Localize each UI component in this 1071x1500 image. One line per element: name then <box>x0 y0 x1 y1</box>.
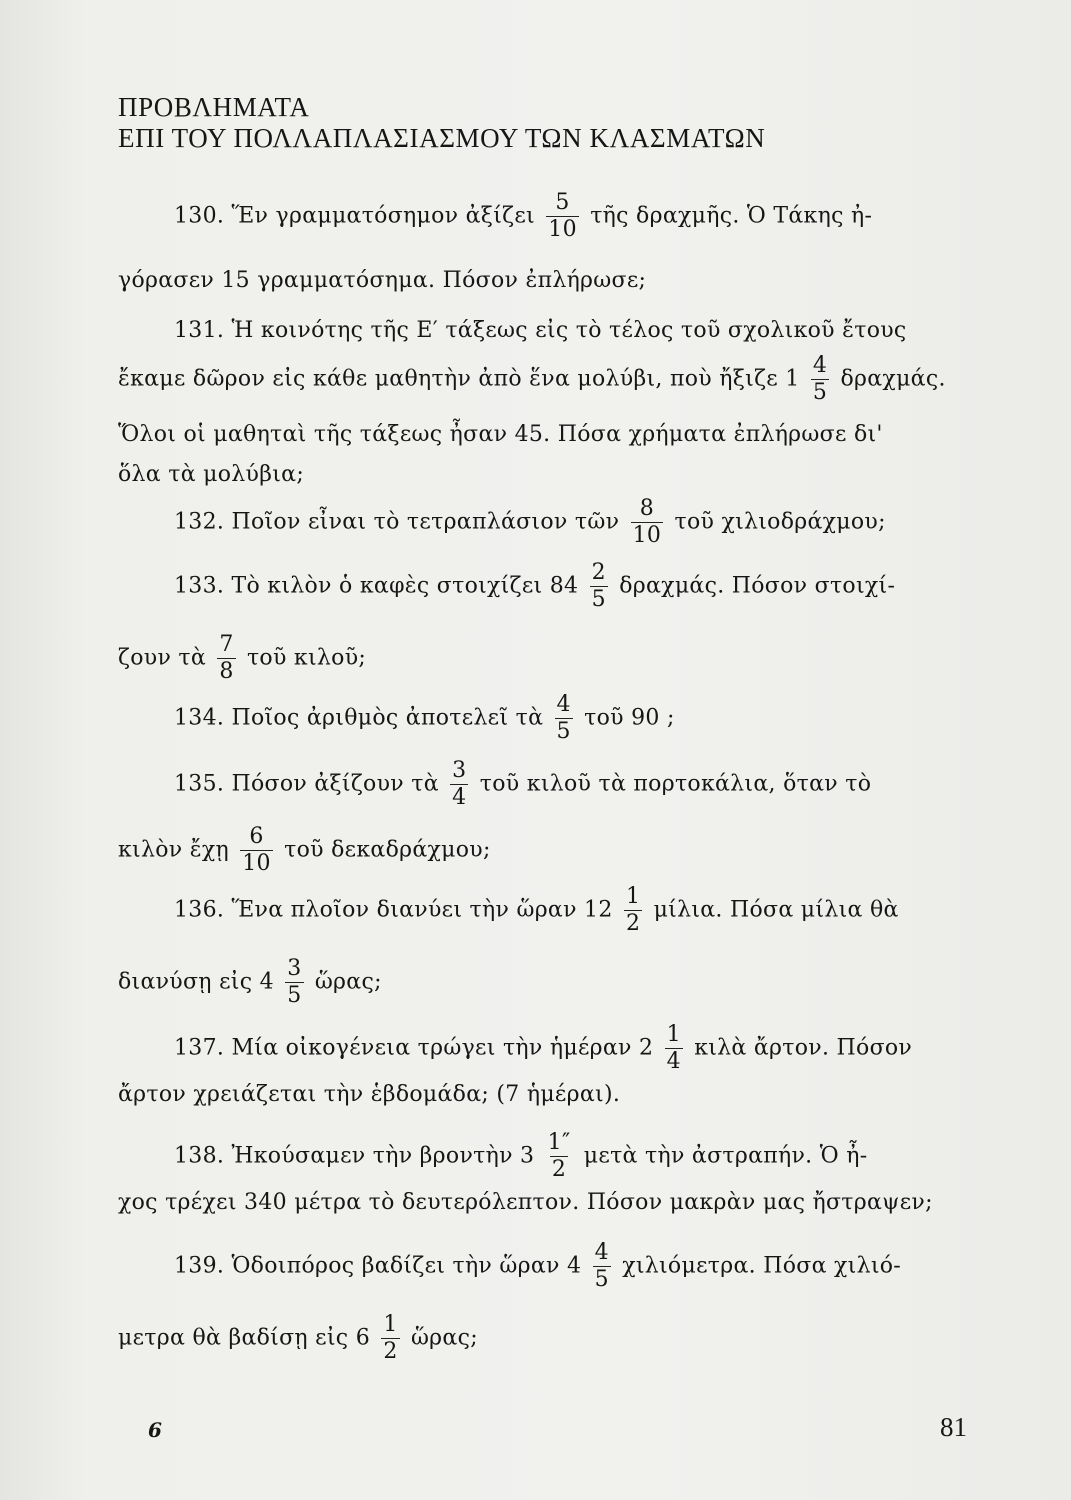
text: τοῦ δεκαδράχμου; <box>284 837 491 863</box>
problem-133-line-2 <box>118 634 366 683</box>
fraction <box>665 1024 683 1073</box>
text: 135. Πόσον ἀξίζουν τὰ <box>174 771 439 797</box>
denominator: 2 <box>625 911 641 936</box>
numerator: 3 <box>287 956 302 981</box>
text: τῆς δραχμῆς. Ὁ Τάκης ἠ- <box>590 203 873 229</box>
text: ὥρας; <box>314 969 382 995</box>
text: διανύσῃ εἰς 4 <box>118 969 274 995</box>
numerator: 6 <box>249 824 264 849</box>
denominator: 5 <box>594 1267 609 1292</box>
text: μετρα θὰ βαδίσῃ εἰς 6 <box>118 1325 371 1351</box>
text: κιλὰ ἄρτον. Πόσον <box>694 1035 913 1061</box>
text: 132. Ποῖον εἶναι τὸ τετραπλάσιον τῶν <box>174 509 620 535</box>
problem-139-line-1 <box>174 1242 901 1291</box>
denominator: 5 <box>812 380 828 405</box>
problem-135-line-2 <box>118 826 491 875</box>
fraction <box>546 192 579 241</box>
problem-136-line-2 <box>118 958 382 1007</box>
fraction <box>450 760 468 809</box>
fraction <box>555 694 573 743</box>
text: 130. Ἕν γραμματόσημον ἀξίζει <box>174 203 535 229</box>
numerator: 5 <box>555 190 570 215</box>
fraction <box>217 634 235 683</box>
text: ζουν τὰ <box>118 645 207 671</box>
problem-132-line-1 <box>174 498 886 547</box>
problem-135-line-1 <box>174 760 871 809</box>
text: 138. Ἠκούσαμεν τὴν βροντὴν 3 <box>174 1143 535 1169</box>
denominator: 8 <box>219 659 234 684</box>
numerator: 4 <box>556 692 571 717</box>
text: μίλια. Πόσα μίλια θὰ <box>653 897 899 923</box>
numerator: 1 <box>625 884 641 909</box>
text: 139. Ὁδοιπόρος βαδίζει τὴν ὥραν 4 <box>174 1253 582 1279</box>
fraction <box>624 886 642 935</box>
fraction <box>631 498 664 547</box>
problem-131-line-2 <box>118 355 946 404</box>
denominator: 4 <box>452 785 467 810</box>
text: τοῦ κιλοῦ; <box>246 645 367 671</box>
page-number: 81 <box>940 1412 967 1442</box>
fraction <box>590 562 608 611</box>
numerator: 1 <box>383 1312 398 1337</box>
text: δραχμάς. Πόσον στοιχί- <box>619 573 896 599</box>
denominator: 5 <box>556 719 571 744</box>
problem-133-line-1 <box>174 562 895 611</box>
denominator: 5 <box>591 587 606 612</box>
problem-138-line-2: χος τρέχει 340 μέτρα τὸ δευτερόλεπτον. Πόσον μακρὰν μας ἤστραψεν; <box>118 1190 933 1215</box>
problem-137-line-2: ἄρτον χρειάζεται τὴν ἑβδομάδα; (7 ἡμέραι). <box>118 1082 621 1107</box>
text: τοῦ χιλιοδράχμου; <box>674 509 886 535</box>
fraction <box>381 1314 399 1363</box>
problem-130-line-1 <box>174 192 872 241</box>
text: τοῦ 90 ; <box>584 705 675 731</box>
problem-131-line-1: 131. Ἡ κοινότης τῆς Ε′ τάξεως εἰς τὸ τέλος τοῦ σχολικοῦ ἔτους <box>174 318 907 343</box>
denominator: 2 <box>383 1339 398 1364</box>
denominator: 10 <box>548 217 577 242</box>
fraction <box>811 355 829 404</box>
numerator: 4 <box>594 1240 609 1265</box>
fraction <box>285 958 303 1007</box>
numerator: 2 <box>591 560 606 585</box>
printer-signature: 6 <box>148 1418 162 1442</box>
numerator: 1 <box>666 1022 681 1047</box>
numerator: 3 <box>452 758 467 783</box>
denominator: 2 <box>551 1157 567 1182</box>
problem-137-line-1 <box>174 1024 912 1073</box>
text: 137. Μία οἰκογένεια τρώγει τὴν ἡμέραν 2 <box>174 1035 654 1061</box>
numerator: 7 <box>219 632 234 657</box>
fraction <box>240 826 273 875</box>
denominator: 10 <box>632 523 662 548</box>
problem-138-line-1 <box>174 1132 867 1181</box>
numerator: 8 <box>639 496 655 521</box>
text: ἔκαμε δῶρον εἰς κάθε μαθητὴν ἀπὸ ἕνα μολύβι, ποὺ ἤξιζε 1 <box>118 366 800 392</box>
numerator: 4 <box>812 353 828 378</box>
fraction <box>593 1242 611 1291</box>
denominator: 5 <box>287 983 302 1008</box>
text: 134. Ποῖος ἀριθμὸς ἀποτελεῖ τὰ <box>174 705 544 731</box>
text: 133. Τὸ κιλὸν ὁ καφὲς στοιχίζει 84 <box>174 573 579 599</box>
section-title-line-1: ΠΡΟΒΛΗΜΑΤΑ <box>118 92 310 122</box>
problem-139-line-2 <box>118 1314 478 1363</box>
text: δραχμάς. <box>840 366 946 392</box>
denominator: 10 <box>242 851 271 876</box>
problem-134-line-1 <box>174 694 675 743</box>
problem-136-line-1 <box>174 886 899 935</box>
text: τοῦ κιλοῦ τὰ πορτοκάλια, ὅταν τὸ <box>479 771 872 797</box>
numerator: 1″ <box>547 1130 571 1155</box>
text: κιλὸν ἔχῃ <box>118 837 229 863</box>
denominator: 4 <box>666 1049 681 1074</box>
problem-131-line-4: ὅλα τὰ μολύβια; <box>118 462 305 487</box>
text: ὥρας; <box>410 1325 478 1351</box>
problem-131-line-3: Ὅλοι οἱ μαθηταὶ τῆς τάξεως ἦσαν 45. Πόσα χρήματα ἐπλήρωσε δι' <box>118 422 883 447</box>
text: 136. Ἕνα πλοῖον διανύει τὴν ὥραν 12 <box>174 897 613 923</box>
text: μετὰ τὴν ἀστραπήν. Ὁ ἦ- <box>583 1143 868 1169</box>
problem-130-line-2: γόρασεν 15 γραμματόσημα. Πόσον ἐπλήρωσε; <box>118 268 647 293</box>
section-title-line-2: ΕΠΙ ΤΟΥ ΠΟΛΛΑΠΛΑΣΙΑΣΜΟΥ ΤΩΝ ΚΛΑΣΜΑΤΩΝ <box>118 123 766 153</box>
text: χιλιόμετρα. Πόσα χιλιό- <box>622 1253 902 1279</box>
fraction <box>546 1132 573 1181</box>
